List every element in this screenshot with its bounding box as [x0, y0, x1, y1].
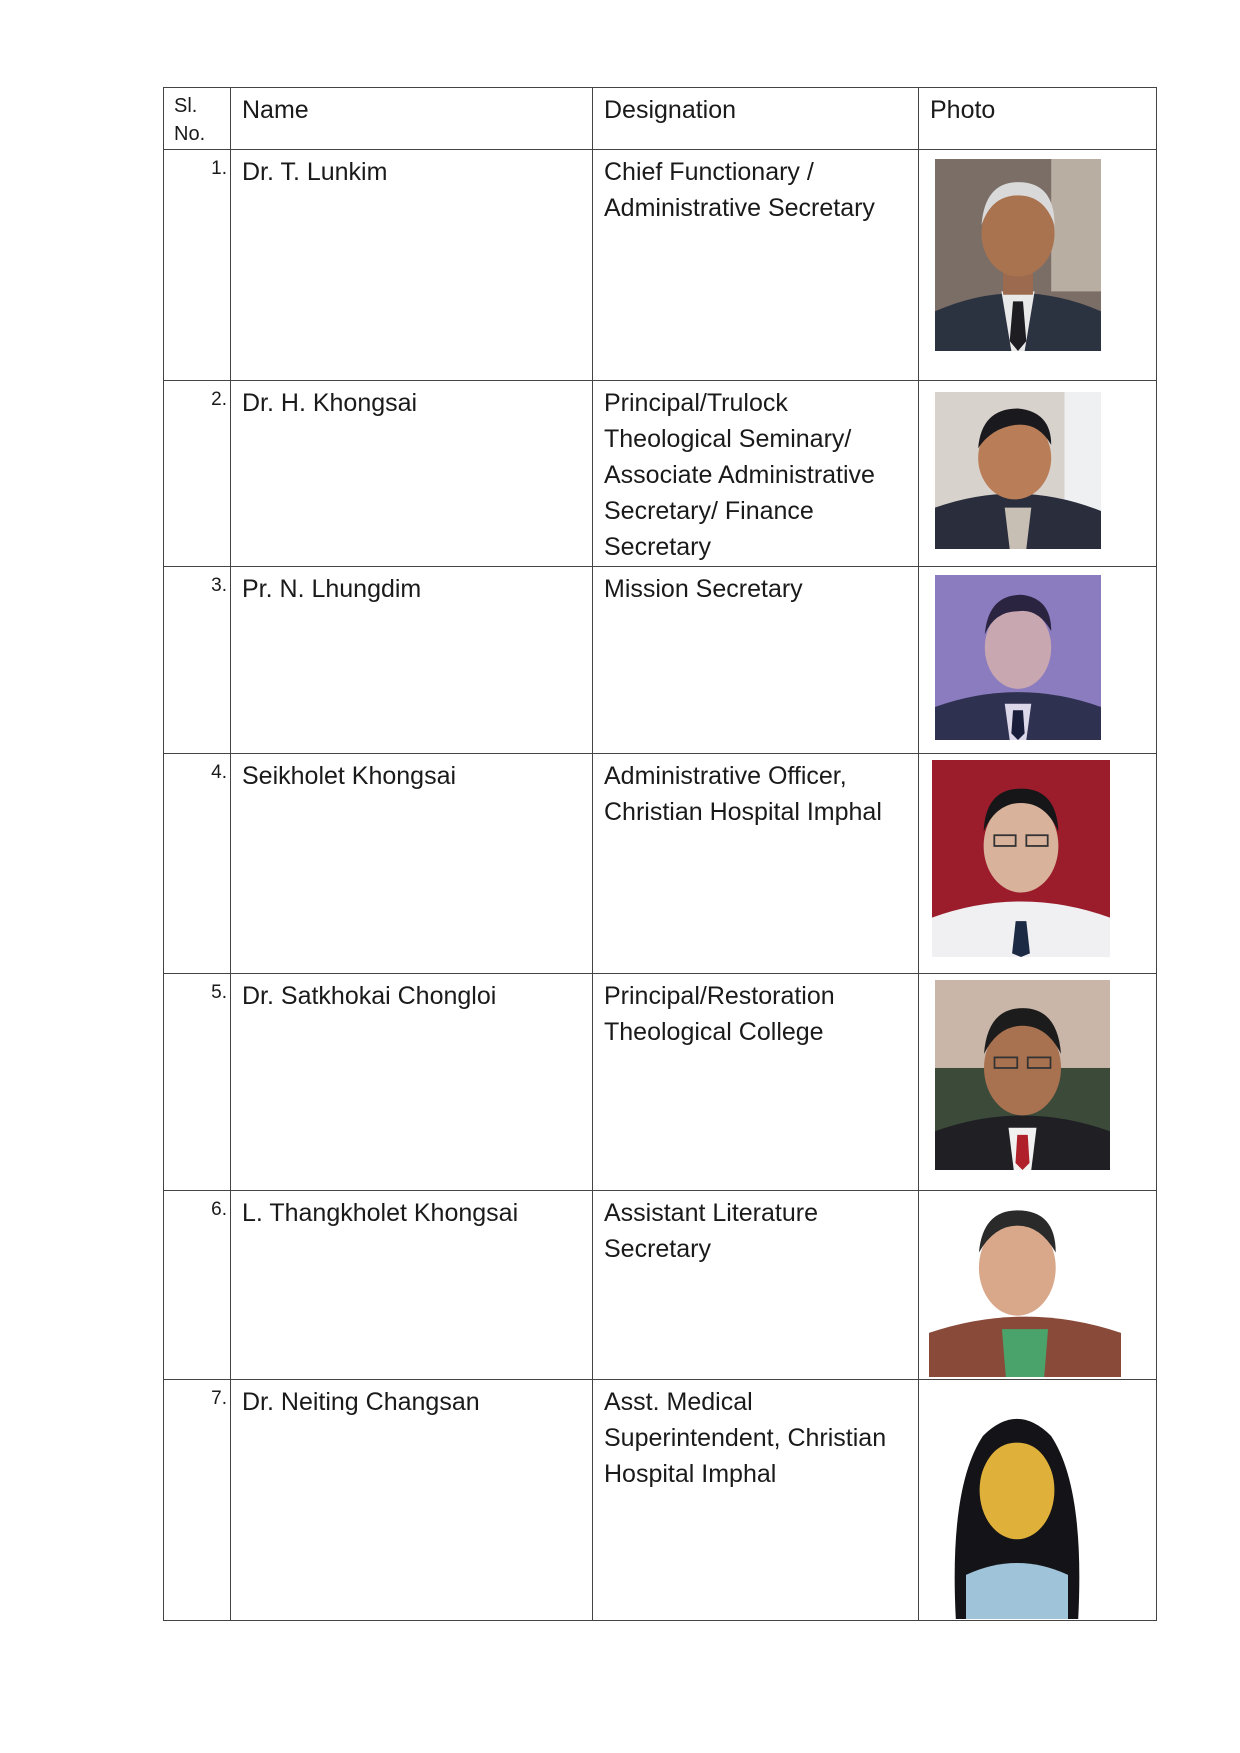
portrait-photo — [935, 159, 1101, 351]
photo-cell — [919, 1191, 1157, 1380]
table-row — [164, 150, 1157, 381]
table-row — [164, 567, 1157, 754]
photo-cell — [919, 1380, 1157, 1621]
serial-number: 4. — [164, 754, 231, 974]
header-sl: Sl. No. — [164, 88, 231, 150]
table-row — [164, 381, 1157, 567]
person-designation: Asst. Medical Superintendent, Christian Hospital Imphal — [593, 1380, 919, 1621]
header-name: Name — [231, 88, 593, 150]
photo-cell — [919, 567, 1157, 754]
person-name: Seikholet Khongsai — [231, 754, 593, 974]
photo-cell — [919, 754, 1157, 974]
person-designation: Chief Functionary / Administrative Secretary — [593, 150, 919, 381]
person-designation: Mission Secretary — [593, 567, 919, 754]
photo-cell — [919, 150, 1157, 381]
portrait-photo — [935, 575, 1101, 740]
table-row — [164, 974, 1157, 1191]
person-name: Dr. T. Lunkim — [231, 150, 593, 381]
person-name: Dr. Neiting Changsan — [231, 1380, 593, 1621]
person-name: L. Thangkholet Khongsai — [231, 1191, 593, 1380]
portrait-photo — [932, 1385, 1102, 1619]
person-name: Dr. Satkhokai Chongloi — [231, 974, 593, 1191]
serial-number: 2. — [164, 381, 231, 567]
serial-number: 1. — [164, 150, 231, 381]
portrait-photo — [935, 980, 1110, 1170]
table-row — [164, 1191, 1157, 1380]
photo-cell — [919, 381, 1157, 567]
serial-number: 6. — [164, 1191, 231, 1380]
serial-number: 3. — [164, 567, 231, 754]
portrait-photo — [932, 760, 1110, 957]
header-photo: Photo — [919, 88, 1157, 150]
person-designation: Assistant Literature Secretary — [593, 1191, 919, 1380]
header-designation: Designation — [593, 88, 919, 150]
staff-table — [163, 87, 1157, 1621]
header-row — [164, 88, 1157, 150]
serial-number: 7. — [164, 1380, 231, 1621]
person-designation: Principal/Restoration Theological College — [593, 974, 919, 1191]
table-row — [164, 1380, 1157, 1621]
portrait-photo — [929, 1195, 1121, 1377]
person-designation: Principal/Trulock Theological Seminary/ Associate Administrative Secretary/ Finance Secretary — [593, 381, 919, 567]
serial-number: 5. — [164, 974, 231, 1191]
person-designation: Administrative Officer, Christian Hospital Imphal — [593, 754, 919, 974]
table-row — [164, 754, 1157, 974]
person-name: Dr. H. Khongsai — [231, 381, 593, 567]
portrait-photo — [935, 392, 1101, 549]
person-name: Pr. N. Lhungdim — [231, 567, 593, 754]
photo-cell — [919, 974, 1157, 1191]
